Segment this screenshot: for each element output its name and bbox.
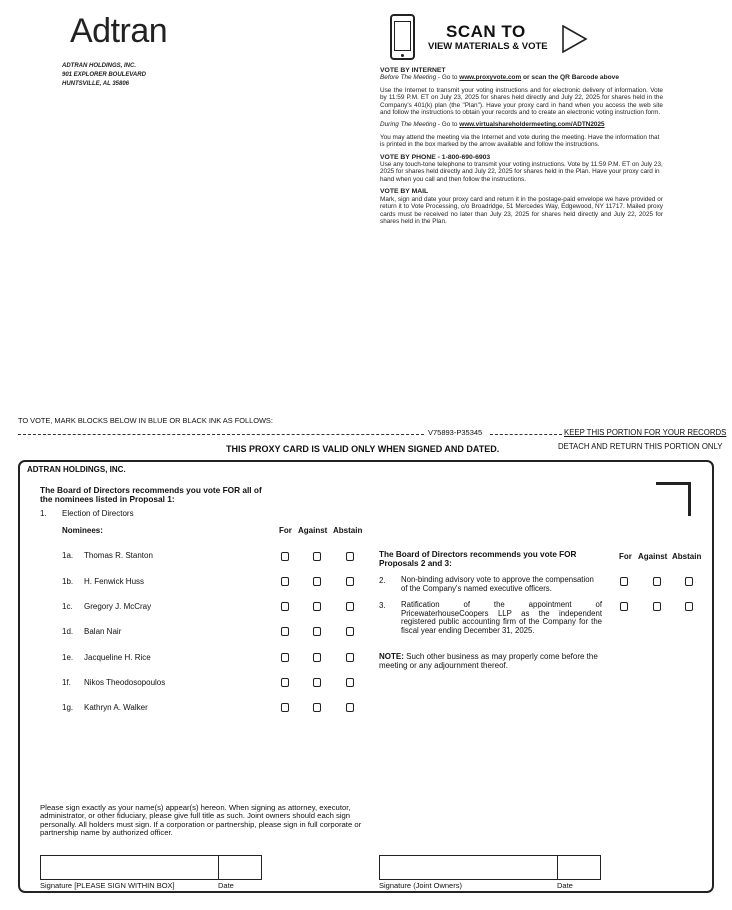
phone-icon [390, 14, 415, 60]
corner-mark [656, 482, 691, 516]
proposal-3-abstain-checkbox[interactable] [685, 602, 693, 611]
nominee-1e-against-checkbox[interactable] [313, 653, 321, 662]
address-line-street: 901 EXPLORER BOULEVARD [62, 72, 146, 78]
note-text: Such other business as may properly come before the meeting or any adjournment thereof. [379, 652, 598, 670]
nominee-1g-number: 1g. [62, 703, 74, 712]
proposal-2-abstain-checkbox[interactable] [685, 577, 693, 586]
detach-label: DETACH AND RETURN THIS PORTION ONLY [558, 442, 723, 451]
keep-portion-label: KEEP THIS PORTION FOR YOUR RECORDS [564, 428, 727, 437]
nominee-1f-number: 1f. [62, 678, 71, 687]
during-meeting-line [380, 121, 663, 128]
proposal-2-against-checkbox[interactable] [653, 577, 661, 586]
before-meeting-line [380, 74, 663, 81]
recommendation-proposals-2-3: The Board of Directors recommends you vote FOR Proposals 2 and 3: [379, 550, 577, 568]
during-meeting-label: During The Meeting [380, 121, 437, 129]
qr-instruction: or scan the QR Barcode above [521, 74, 619, 82]
proxyvote-link[interactable]: www.proxyvote.com [459, 74, 522, 82]
play-arrow-icon [562, 25, 588, 53]
nominee-1a-against-checkbox[interactable] [313, 552, 321, 561]
proposal-2-number: 2. [379, 576, 386, 585]
nominee-1f-for-checkbox[interactable] [281, 678, 289, 687]
nominee-1f-abstain-checkbox[interactable] [346, 678, 354, 687]
control-number: V75893-P35345 [428, 428, 483, 437]
proposal-3-against-checkbox[interactable] [653, 602, 661, 611]
nominee-1c-number: 1c. [62, 602, 73, 611]
vote-internet-section [380, 67, 663, 225]
nominee-1b-number: 1b. [62, 577, 74, 586]
perforation-line-left [18, 434, 424, 435]
to-vote-instruction: TO VOTE, MARK BLOCKS BELOW IN BLUE OR BLACK INK AS FOLLOWS: [18, 416, 273, 425]
nominee-1a-abstain-checkbox[interactable] [346, 552, 354, 561]
nominee-1e-number: 1e. [62, 653, 74, 662]
validity-notice: THIS PROXY CARD IS VALID ONLY WHEN SIGNED AND DATED. [226, 444, 500, 454]
joint-date-box[interactable] [557, 855, 601, 880]
adtran-logo: Adtran [70, 12, 168, 50]
nominee-1e-abstain-checkbox[interactable] [346, 653, 354, 662]
signature-box[interactable] [40, 855, 219, 880]
proposal-2-for-checkbox[interactable] [620, 577, 628, 586]
nominee-1c-against-checkbox[interactable] [313, 602, 321, 611]
address-line-company: ADTRAN HOLDINGS, INC. [62, 63, 136, 69]
nominee-1g-name: Kathryn A. Walker [84, 703, 148, 712]
nominee-1c-abstain-checkbox[interactable] [346, 602, 354, 611]
phone-body: Use any touch-tone telephone to transmit your voting instructions. Vote by 11:59 P.M. ET on July 23, 2025 for shares held directly and July 22, 2025 for shares held in the Plan. Have your proxy card in hand when you call and then follow the instructions. [380, 161, 663, 183]
col-against-header-right: Against [638, 552, 668, 561]
joint-date-label: Date [557, 881, 573, 890]
nominee-1g-for-checkbox[interactable] [281, 703, 289, 712]
nominee-1g-against-checkbox[interactable] [313, 703, 321, 712]
signature-label: Signature [PLEASE SIGN WITHIN BOX] [40, 881, 175, 890]
nominees-heading: Nominees: [62, 526, 103, 535]
nominee-1g-abstain-checkbox[interactable] [346, 703, 354, 712]
virtual-meeting-link[interactable]: www.virtualshareholdermeeting.com/ADTN2025 [459, 121, 605, 129]
vote-internet-heading: VOTE BY INTERNET [380, 67, 446, 74]
signing-instructions: Please sign exactly as your name(s) appear(s) hereon. When signing as attorney, executor, administrator, or other fiduciary, please give full title as such. Joint owners should each sign personally. All holders must sign. If a corporation or partnership, please sign in full corporate or partnership name by authorized officer. [40, 803, 362, 838]
col-for-header-right: For [619, 552, 632, 561]
nominee-1d-against-checkbox[interactable] [313, 627, 321, 636]
proposal-2-text: Non-binding advisory vote to approve the compensation of the Company's named executive officers. [401, 575, 594, 593]
proposal-1-number: 1. [40, 509, 47, 518]
internet-body: Use the Internet to transmit your voting instructions and for electronic delivery of information. Vote by 11:59 P.M. ET on July 23, 2025 for shares held directly and July 22, 2025 for shares held in the Company's 401(k) plan (the "Plan"). Have your proxy card in hand when you access the web site and follow the instructions to obtain your records and to create an electronic voting instruction form. [380, 86, 663, 117]
vote-mail-heading: VOTE BY MAIL [380, 188, 429, 196]
proposal-3-for-checkbox[interactable] [620, 602, 628, 611]
nominee-1b-for-checkbox[interactable] [281, 577, 289, 586]
note-label: NOTE: [379, 652, 404, 661]
joint-signature-label: Signature (Joint Owners) [379, 881, 462, 890]
before-meeting-label: Before The Meeting [380, 74, 437, 82]
nominee-1c-for-checkbox[interactable] [281, 602, 289, 611]
nominee-1d-abstain-checkbox[interactable] [346, 627, 354, 636]
nominee-1d-for-checkbox[interactable] [281, 627, 289, 636]
joint-signature-box[interactable] [379, 855, 558, 880]
nominee-1c-name: Gregory J. McCray [84, 602, 152, 611]
before-meeting-goto: - Go to [436, 74, 460, 82]
during-body: You may attend the meeting via the Internet and vote during the meeting. Have the information that is printed in the box marked by the arrow available and follow the instructions. [380, 133, 660, 149]
during-meeting-goto: - Go to [436, 121, 460, 129]
col-for-header: For [279, 526, 292, 535]
nominee-1b-name: H. Fenwick Huss [84, 577, 145, 586]
vote-phone-heading: VOTE BY PHONE - 1-800-690-6903 [380, 153, 491, 161]
nominee-1e-name: Jacqueline H. Rice [84, 653, 151, 662]
nominee-1a-for-checkbox[interactable] [281, 552, 289, 561]
perforation-line-right [490, 434, 562, 435]
proposal-3-number: 3. [379, 601, 386, 610]
nominee-1b-abstain-checkbox[interactable] [346, 577, 354, 586]
address-line-city: HUNTSVILLE, AL 35806 [62, 81, 130, 87]
card-company-name: ADTRAN HOLDINGS, INC. [27, 465, 126, 474]
nominee-1b-against-checkbox[interactable] [313, 577, 321, 586]
nominee-1f-against-checkbox[interactable] [313, 678, 321, 687]
scan-heading: SCAN TO [446, 22, 526, 41]
col-abstain-header-right: Abstain [672, 552, 702, 561]
nominee-1a-name: Thomas R. Stanton [84, 551, 153, 560]
mail-body: Mark, sign and date your proxy card and return it in the postage-paid envelope we have provided or return it to Vote Processing, c/o Broadridge, 51 Mercedes Way, Edgewood, NY 11717. Mailed proxy cards must be received no later than July 23, 2025 for shares held directly and July 22, 2025 for shares held in the Plan. [380, 195, 663, 225]
date-box[interactable] [218, 855, 262, 880]
nominee-1e-for-checkbox[interactable] [281, 653, 289, 662]
nominee-1d-number: 1d. [62, 627, 74, 636]
nominee-1f-name: Nikos Theodosopoulos [84, 678, 166, 687]
other-business-note [379, 653, 603, 670]
proposal-3-text: Ratification of the appointment of PricewaterhouseCoopers LLP as the independent registered public accounting firm of the Company for the fiscal year ending December 31, 2025. [401, 600, 602, 635]
nominee-1d-name: Balan Nair [84, 627, 122, 636]
scan-subheading: VIEW MATERIALS & VOTE [428, 41, 548, 52]
col-against-header: Against [298, 526, 328, 535]
recommendation-proposal-1: The Board of Directors recommends you vote FOR all of the nominees listed in Proposal 1: [40, 485, 262, 504]
proposal-1-title: Election of Directors [62, 509, 134, 518]
nominee-1a-number: 1a. [62, 551, 74, 560]
date-label: Date [218, 881, 234, 890]
col-abstain-header: Abstain [333, 526, 363, 535]
